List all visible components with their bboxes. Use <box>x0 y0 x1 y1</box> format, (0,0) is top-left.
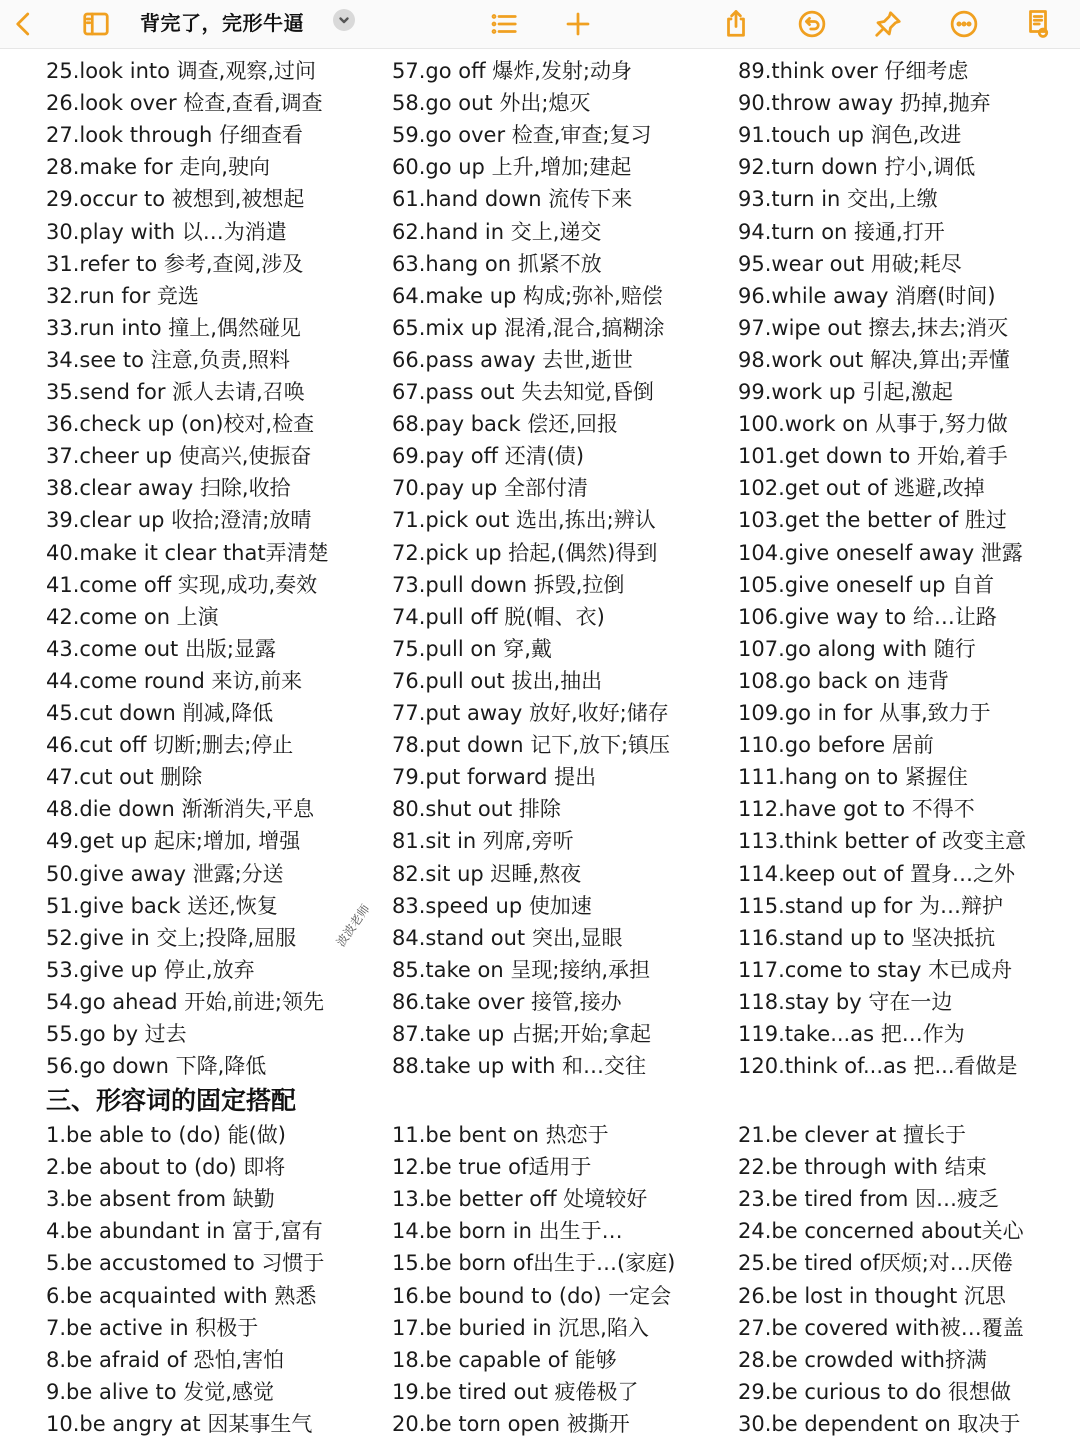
list-item: 36.check up (on)校对,检查 <box>46 412 315 437</box>
list-item: 92.turn down 拧小,调低 <box>738 155 976 180</box>
list-item: 57.go off 爆炸,发射;动身 <box>392 59 632 83</box>
list-item: 24.be concerned about关心 <box>738 1219 1024 1244</box>
list-item: 91.touch up 润色,改进 <box>738 123 962 148</box>
list-item: 28.make for 走向,驶向 <box>46 155 270 180</box>
list-item: 85.take on 呈现;接纳,承担 <box>392 957 651 982</box>
list-item: 29.occur to 被想到,被想起 <box>46 187 305 212</box>
list-item: 76.pull out 拔出,抽出 <box>392 668 603 693</box>
list-item: 30.be dependent on 取决于 <box>738 1411 1021 1436</box>
list-item: 103.get the better of 胜过 <box>738 508 1007 533</box>
list-item: 25.look into 调查,观察,过问 <box>46 59 317 83</box>
list-item: 105.give oneself up 自首 <box>738 572 995 597</box>
list-item: 84.stand out 突出,显眼 <box>392 925 623 950</box>
list-item: 63.hang on 抓紧不放 <box>392 251 602 276</box>
list-item: 96.while away 消磨(时间) <box>738 283 996 308</box>
list-item: 114.keep out of 置身…之外 <box>738 861 1015 886</box>
list-item: 26.be lost in thought 沉思 <box>738 1283 1006 1308</box>
list-item: 111.hang on to 紧握住 <box>738 765 968 790</box>
list-item: 89.think over 仔细考虑 <box>738 59 969 83</box>
list-item: 118.stay by 守在一边 <box>738 989 953 1014</box>
list-item: 12.be true of适用于 <box>392 1155 592 1180</box>
list-item: 15.be born of出生于…(家庭) <box>392 1251 676 1276</box>
list-item: 65.mix up 混淆,混合,搞糊涂 <box>392 315 665 340</box>
back-chevron-icon[interactable] <box>6 6 42 42</box>
list-item: 72.pick up 拾起,(偶然)得到 <box>392 540 658 565</box>
list-item: 43.come out 出版;显露 <box>46 636 276 661</box>
list-item: 27.look through 仔细查看 <box>46 123 303 148</box>
list-item: 86.take over 接管,接办 <box>392 989 622 1014</box>
list-item: 10.be angry at 因某事生气 <box>46 1411 313 1436</box>
list-item: 41.come off 实现,成功,奏效 <box>46 572 318 597</box>
list-item: 29.be curious to do 很想做 <box>738 1379 1012 1404</box>
list-item: 40.make it clear that弄清楚 <box>46 540 329 565</box>
chevron-down-icon[interactable] <box>333 9 355 31</box>
list-item: 3.be absent from 缺勤 <box>46 1187 275 1212</box>
list-item: 60.go up 上升,增加;建起 <box>392 155 632 180</box>
list-item: 51.give back 送还,恢复 <box>46 893 278 918</box>
list-item: 21.be clever at 擅长于 <box>738 1123 967 1147</box>
sidebar-icon[interactable] <box>78 6 114 42</box>
list-item: 37.cheer up 使高兴,使振奋 <box>46 444 312 469</box>
list-item: 53.give up 停止,放弃 <box>46 957 255 982</box>
list-item: 90.throw away 扔掉,抛弃 <box>738 91 991 116</box>
list-item: 54.go ahead 开始,前进;领先 <box>46 989 324 1014</box>
list-item: 67.pass out 失去知觉,昏倒 <box>392 380 654 404</box>
list-item: 9.be alive to 发觉,感觉 <box>46 1379 274 1404</box>
list-item: 7.be active in 积极于 <box>46 1315 259 1340</box>
list-item: 108.go back on 违背 <box>738 668 950 693</box>
list-item: 97.wipe out 擦去,抹去;消灭 <box>738 315 1009 340</box>
list-item: 26.look over 检查,查看,调查 <box>46 91 323 116</box>
list-item: 83.speed up 使加速 <box>392 893 592 918</box>
list-item: 16.be bound to (do) 一定会 <box>392 1283 672 1308</box>
list-item: 47.cut out 删除 <box>46 765 203 790</box>
list-item: 75.pull on 穿,戴 <box>392 636 552 661</box>
list-item: 115.stand up for 为…辩护 <box>738 893 1003 918</box>
list-item: 18.be capable of 能够 <box>392 1347 617 1372</box>
list-item: 64.make up 构成;弥补,赔偿 <box>392 283 663 308</box>
list-item: 55.go by 过去 <box>46 1022 187 1046</box>
list-item: 58.go out 外出;熄灭 <box>392 91 591 116</box>
list-item: 52.give in 交上;投降,屈服 <box>46 925 297 950</box>
list-item: 32.run for 竞选 <box>46 283 199 308</box>
list-item: 113.think better of 改变主意 <box>738 829 1027 854</box>
list-item: 28.be crowded with挤满 <box>738 1347 987 1372</box>
list-item: 109.go in for 从事,致力于 <box>738 701 991 725</box>
list-item: 93.turn in 交出,上缴 <box>738 187 938 212</box>
list-item: 1.be able to (do) 能(做) <box>46 1123 286 1147</box>
list-item: 20.be torn open 被撕开 <box>392 1411 630 1436</box>
list-item: 17.be buried in 沉思,陷入 <box>392 1315 649 1340</box>
list-item: 78.put down 记下,放下;镇压 <box>392 733 671 758</box>
list-item: 73.pull down 拆毁,拉倒 <box>392 572 625 597</box>
plus-icon[interactable] <box>560 6 596 42</box>
list-item: 77.put away 放好,收好;储存 <box>392 701 669 725</box>
list-item: 106.give way to 给…让路 <box>738 604 997 629</box>
more-icon[interactable] <box>946 6 982 42</box>
list-item: 19.be tired out 疲倦极了 <box>392 1379 639 1404</box>
list-item: 5.be accustomed to 习惯于 <box>46 1251 325 1276</box>
list-item: 38.clear away 扫除,收拾 <box>46 476 291 501</box>
list-item: 34.see to 注意,负责,照料 <box>46 347 290 372</box>
list-item: 82.sit up 迟睡,熬夜 <box>392 861 582 886</box>
list-item: 2.be about to (do) 即将 <box>46 1155 286 1180</box>
list-item: 61.hand down 流传下来 <box>392 187 633 212</box>
toolbar <box>0 0 1080 49</box>
list-item: 66.pass away 去世,逝世 <box>392 347 633 372</box>
list-item: 69.pay off 还清(债) <box>392 444 585 469</box>
list-item: 98.work out 解决,算出;弄懂 <box>738 347 1010 372</box>
list-item: 110.go before 居前 <box>738 733 934 758</box>
list-item: 25.be tired of厌烦;对…厌倦 <box>738 1251 1013 1276</box>
list-item: 30.play with 以…为消遣 <box>46 219 287 244</box>
list-item: 50.give away 泄露;分送 <box>46 861 284 886</box>
list-item: 99.work up 引起,激起 <box>738 380 953 404</box>
list-item: 116.stand up to 坚决抵抗 <box>738 925 996 950</box>
list-item: 48.die down 渐渐消失,平息 <box>46 797 315 822</box>
list-icon[interactable] <box>486 6 522 42</box>
list-item: 62.hand in 交上,递交 <box>392 219 602 244</box>
list-item: 22.be through with 结束 <box>738 1155 987 1180</box>
list-item: 112.have got to 不得不 <box>738 797 975 822</box>
list-item: 95.wear out 用破;耗尽 <box>738 251 962 276</box>
list-item: 70.pay up 全部付清 <box>392 476 589 501</box>
list-item: 104.give oneself away 泄露 <box>738 540 1023 565</box>
list-item: 71.pick out 选出,拣出;辨认 <box>392 508 656 533</box>
list-item: 6.be acquainted with 熟悉 <box>46 1283 317 1308</box>
list-item: 42.come on 上演 <box>46 604 219 629</box>
pin-icon[interactable] <box>870 6 906 42</box>
list-item: 31.refer to 参考,查阅,涉及 <box>46 251 304 276</box>
list-item: 87.take up 占据;开始;拿起 <box>392 1022 651 1046</box>
list-item: 45.cut down 削减,降低 <box>46 701 274 725</box>
undo-icon[interactable] <box>794 6 830 42</box>
list-item: 117.come to stay 木已成舟 <box>738 957 1013 982</box>
list-item: 33.run into 撞上,偶然碰见 <box>46 315 301 340</box>
list-item: 11.be bent on 热恋于 <box>392 1123 609 1147</box>
list-item: 120.think of...as 把...看做是 <box>738 1054 1018 1079</box>
list-item: 68.pay back 偿还,回报 <box>392 412 618 437</box>
list-item: 39.clear up 收拾;澄清;放晴 <box>46 508 312 533</box>
share-icon[interactable] <box>718 6 754 42</box>
view-icon[interactable] <box>1020 6 1056 42</box>
list-item: 44.come round 来访,前来 <box>46 668 303 693</box>
list-item: 102.get out of 逃避,改掉 <box>738 476 985 501</box>
list-item: 56.go down 下降,降低 <box>46 1054 267 1079</box>
list-item: 80.shut out 排除 <box>392 797 561 822</box>
list-item: 35.send for 派人去请,召唤 <box>46 380 305 404</box>
list-item: 49.get up 起床;增加, 增强 <box>46 829 301 854</box>
list-item: 101.get down to 开始,着手 <box>738 444 1008 469</box>
list-item: 81.sit in 列席,旁听 <box>392 829 574 854</box>
list-item: 14.be born in 出生于… <box>392 1219 623 1244</box>
list-item: 8.be afraid of 恐怕,害怕 <box>46 1347 285 1372</box>
list-item: 13.be better off 处境较好 <box>392 1187 648 1212</box>
list-item: 119.take...as 把…作为 <box>738 1022 965 1046</box>
section-heading: 三、形容词的固定搭配 <box>46 1086 297 1115</box>
list-item: 79.put forward 提出 <box>392 765 597 790</box>
list-item: 74.pull off 脱(帽、衣) <box>392 604 605 629</box>
list-item: 88.take up with 和…交往 <box>392 1054 647 1079</box>
list-item: 59.go over 检查,审查;复习 <box>392 123 652 148</box>
list-item: 100.work on 从事于,努力做 <box>738 412 1008 437</box>
list-item: 4.be abundant in 富于,富有 <box>46 1219 323 1244</box>
list-item: 23.be tired from 因…疲乏 <box>738 1187 1000 1212</box>
list-item: 27.be covered with被…覆盖 <box>738 1315 1024 1340</box>
list-item: 46.cut off 切断;删去;停止 <box>46 733 294 758</box>
list-item: 94.turn on 接通,打开 <box>738 219 945 244</box>
document-title[interactable]: 背完了，完形牛逼 <box>140 11 304 35</box>
list-item: 107.go along with 随行 <box>738 636 976 661</box>
watermark: 波波老师 <box>333 901 373 950</box>
